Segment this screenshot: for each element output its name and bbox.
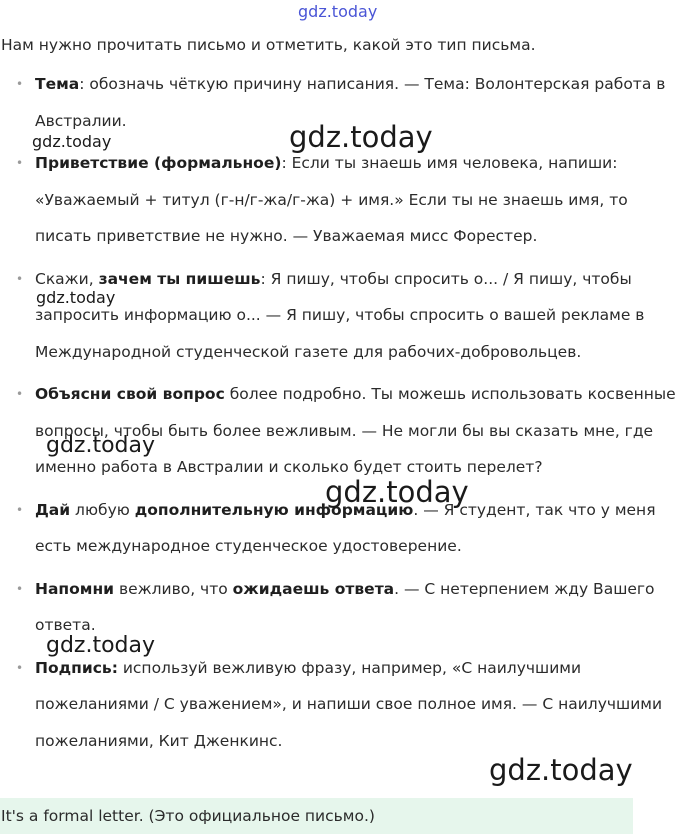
watermark: gdz.today: [325, 475, 469, 509]
bold-term: Объясни свой вопрос: [35, 385, 225, 403]
item-text: используй вежливую фразу, например, «С наилучшими пожеланиями / С уважением», и напиши свое полное имя. — С наилучшими пожеланиями, Кит Дженкинс.: [35, 658, 663, 750]
watermark-top: gdz.today: [298, 2, 378, 21]
item-text: более подробно. Ты можешь использовать косвенные вопросы, чтобы быть более вежливым. — Не могли бы вы сказать мне, где именно работа в Австралии и сколько будет стоить перелет?: [35, 385, 676, 476]
watermark: gdz.today: [32, 132, 112, 151]
watermark: gdz.today: [46, 633, 156, 658]
watermark: gdz.today: [289, 120, 433, 154]
bold-term: Приветствие (формальное): [35, 154, 282, 172]
list-item-purpose: [0, 261, 680, 371]
bold-term: Напомни: [35, 579, 115, 598]
bold-term: дополнительную информацию: [134, 500, 414, 519]
item-text: . — С нетерпением жду Вашего ответа.: [35, 579, 655, 634]
bold-term: зачем ты пишешь: [98, 269, 261, 288]
list-item-question: [0, 376, 680, 486]
bold-term: Подпись:: [35, 658, 118, 677]
item-text: : Я пишу, чтобы спросить о... / Я пишу, чтобы запросить информацию о... — Я пишу, чтобы спросить о вашей рекламе в Международной студенческой газете для рабочих-добровольцев.: [35, 269, 645, 361]
item-text: . — Я студент, так что у меня есть международное студенческое удостоверение.: [35, 500, 656, 555]
item-text: вежливо, что: [114, 579, 233, 598]
bold-term: Дай: [35, 500, 71, 519]
item-text: : обозначь чёткую причину написания. — Тема: Волонтерская работа в Австралии.: [35, 75, 666, 130]
list-item-greeting: [0, 145, 680, 255]
item-text: любую: [70, 500, 135, 519]
item-text: Скажи,: [35, 269, 99, 288]
bold-term: Тема: [35, 75, 80, 93]
intro-text: Нам нужно прочитать письмо и отметить, какой это тип письма.: [1, 36, 536, 54]
watermark: gdz.today: [489, 753, 633, 787]
letter-structure-list: [0, 66, 680, 765]
answer-box: It's a formal letter. (Это официальное письмо.): [0, 798, 633, 834]
watermark: gdz.today: [46, 433, 156, 458]
list-item-signature: [0, 650, 680, 760]
watermark: gdz.today: [36, 288, 116, 307]
item-text: : Если ты знаешь имя человека, напиши: «Уважаемый + титул (г-н/г-жа/г-жа) + имя.» Если ты не знаешь имя, то писать приветствие не нужно. — Уважаемая мисс Форестер.: [35, 154, 628, 245]
bold-term: ожидаешь ответа: [232, 579, 395, 598]
